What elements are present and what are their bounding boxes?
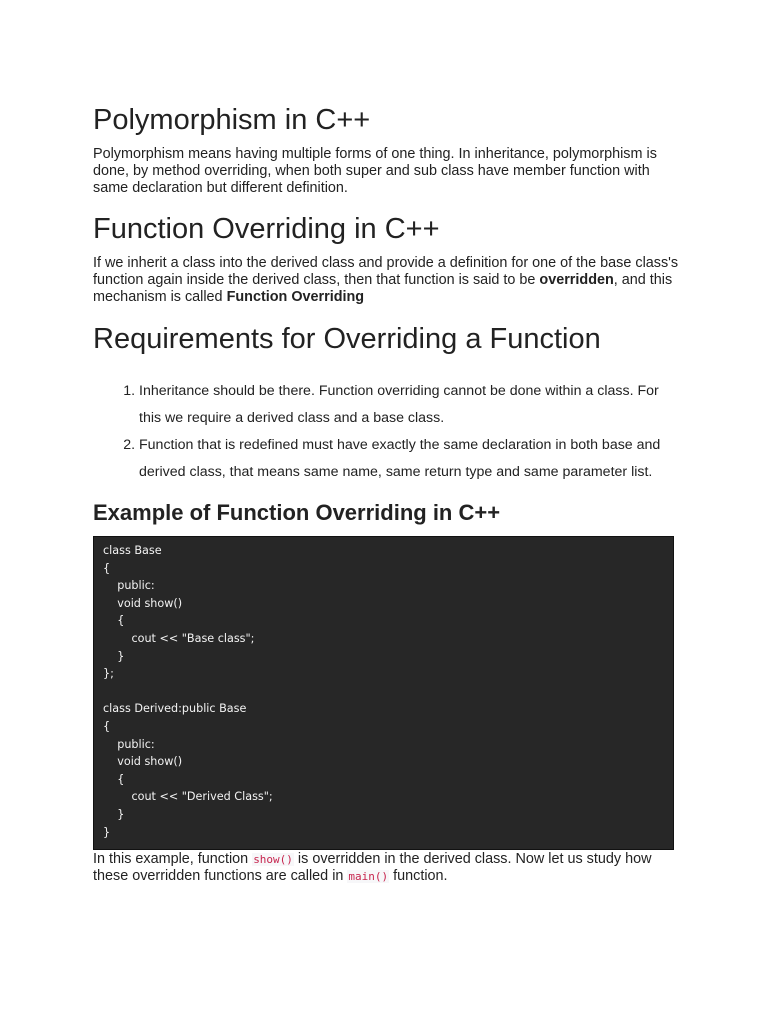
paragraph-example-explanation [93,851,683,885]
code-line: cout << "Base class"; [103,631,255,645]
requirements-list [93,378,669,486]
code-block [93,536,674,850]
para2-text-1: If we inherit a class into the derived class and provide a definition for one of the base class's function again inside the derived class, then that function is said to be [93,255,679,288]
para3-text-3: function. [389,868,448,884]
inline-code-main: main() [348,870,389,883]
code-line: void show() [103,596,183,610]
code-line [103,683,664,701]
code-line: public: [103,579,155,593]
para2-bold-function-overriding: Function Overriding [226,289,365,305]
code-line: } [103,807,125,821]
inline-code-show: show() [253,853,293,866]
code-line: } [103,825,111,839]
list-item: 2. Function that is redefined must have exactly the same declaration in both base and derived class, that means same name, same return type and same parameter list. [139,432,669,486]
code-line: class Derived:public Base [103,702,247,716]
code-line: public: [103,737,155,751]
heading-polymorphism: Polymorphism in C++ [93,104,371,136]
heading-example: Example of Function Overriding in C++ [93,500,501,525]
code-line: { [103,561,111,575]
code-line: { [103,772,125,786]
code-line: { [103,614,125,628]
para2-bold-overridden: overridden [539,272,614,288]
heading-requirements: Requirements for Overriding a Function [93,323,601,355]
paragraph-function-overriding [93,255,683,306]
code-line: cout << "Derived Class"; [103,790,273,804]
para3-text-1: In this example, function [93,851,253,867]
paragraph-polymorphism: Polymorphism means having multiple forms of one thing. In inheritance, polymorphism is done, by method overriding, when both super and sub class have member function with same declaration but different definition. [93,146,657,196]
heading-function-overriding: Function Overriding in C++ [93,213,440,245]
list-item: 1. Inheritance should be there. Function overriding cannot be done within a class. For this we require a derived class and a base class. [139,378,669,432]
code-line: { [103,719,111,733]
code-line: class Base [103,544,162,557]
code-line: } [103,649,125,663]
code-line: void show() [103,755,183,769]
para3-text-2: is overridden in the derived class. Now let us study how these overridden functions are called in [93,851,652,884]
para2-text-2: , and this mechanism is called [93,272,673,305]
code-line: }; [103,667,114,681]
